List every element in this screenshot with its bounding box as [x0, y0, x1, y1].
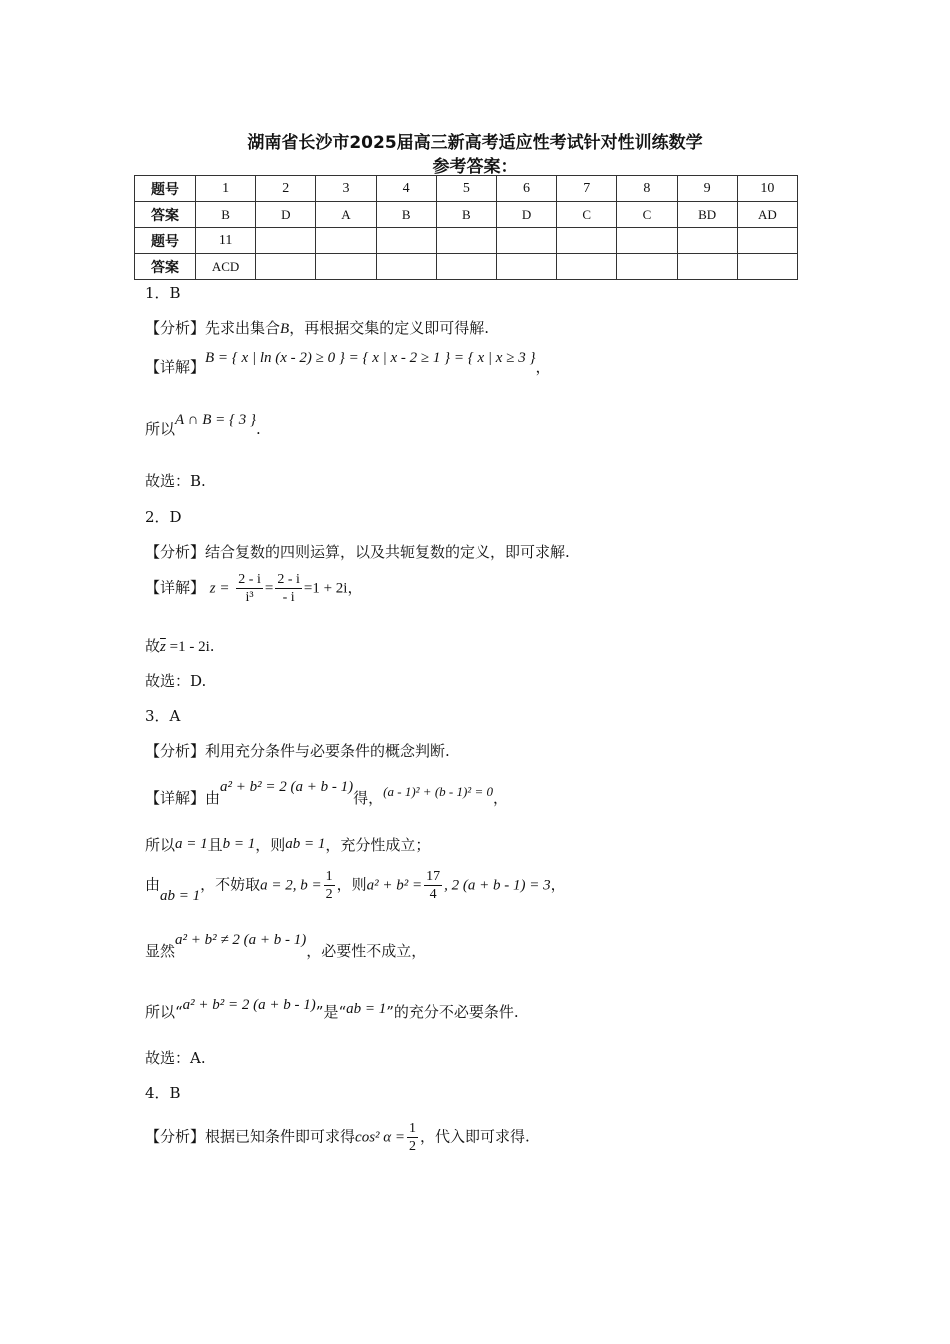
table-cell: A	[316, 202, 376, 228]
text: ”的充分不必要条件.	[386, 1003, 519, 1021]
text: 所以	[145, 836, 176, 854]
fraction-denominator: 2	[325, 887, 333, 902]
table-cell: 9	[677, 176, 737, 202]
q3-detail	[145, 779, 508, 808]
table-cell	[256, 228, 316, 254]
analysis-text: 利用充分条件与必要条件的概念判断.	[205, 742, 450, 760]
q2-heading: 2．D	[145, 508, 182, 526]
table-cell	[316, 254, 376, 280]
text: ，充分性成立；	[325, 836, 431, 854]
analysis-text: ，代入即可求得.	[420, 1127, 530, 1146]
document-subtitle: 参考答案：	[432, 157, 518, 177]
table-cell	[557, 228, 617, 254]
table-cell	[256, 254, 316, 280]
table-header-cell: 题号	[135, 228, 196, 254]
punct: ，	[535, 358, 551, 376]
math-expression: a² + b² ≠ 2 (a + b - 1)	[175, 932, 307, 948]
math-expression: a = 1	[175, 836, 208, 852]
math-expression: a² + b² = 2 (a + b - 1)	[220, 779, 354, 795]
fraction	[275, 571, 302, 606]
table-cell: AD	[737, 202, 797, 228]
analysis-tag: 【分析】	[145, 742, 206, 760]
math-expression: =1 - 2i	[165, 639, 210, 655]
math-expression: B = { x | ln (x - 2) ≥ 0 } = { x | x - 2 ≥ 1 } = { x | x ≥ 3 }	[205, 350, 536, 366]
table-cell: 10	[737, 176, 797, 202]
math-expression: ab = 1	[346, 1001, 387, 1017]
q2-conclusion	[145, 635, 215, 656]
table-cell	[677, 228, 737, 254]
table-cell: C	[557, 202, 617, 228]
table-cell: BD	[677, 202, 737, 228]
text: 所以“	[145, 1003, 183, 1021]
text: 由	[205, 789, 221, 807]
analysis-text: 先求出集合	[205, 319, 281, 337]
analysis-tag: 【分析】	[145, 1127, 206, 1146]
q4-analysis	[145, 1120, 530, 1155]
text: 且	[207, 836, 223, 854]
analysis-text: ，再根据交集的定义即可得解.	[289, 319, 489, 337]
q3-heading: 3．A	[145, 707, 181, 725]
q3-counterexample	[145, 868, 566, 903]
detail-tag: 【详解】	[145, 578, 206, 597]
table-header-cell: 答案	[135, 202, 196, 228]
answer-table	[134, 175, 798, 280]
table-cell: B	[196, 202, 256, 228]
analysis-tag: 【分析】	[145, 543, 206, 561]
math-expression: A ∩ B = { 3 }	[175, 412, 257, 428]
analysis-tag: 【分析】	[145, 319, 206, 337]
math-expression: a² + b² = 2 (a + b - 1)	[182, 997, 316, 1013]
fraction-denominator: 2	[409, 1139, 417, 1154]
math-expression: =1 + 2i	[303, 580, 348, 597]
punct: ，	[347, 578, 363, 597]
text: 由	[145, 875, 161, 894]
fraction-numerator: 2 - i	[238, 572, 261, 587]
q1-heading: 1．B	[145, 284, 181, 302]
q1-choice: 故选：B.	[145, 472, 206, 490]
q3-choice: 故选：A.	[145, 1049, 206, 1067]
math-expression: a = 2, b =	[260, 877, 322, 894]
math-expression: z =	[209, 580, 230, 597]
table-cell	[376, 228, 436, 254]
table-header-cell: 答案	[135, 254, 196, 280]
text: ”是“	[315, 1003, 347, 1021]
analysis-text: 结合复数的四则运算，以及共轭复数的定义，即可求解.	[205, 543, 570, 561]
detail-tag: 【详解】	[145, 358, 206, 376]
q2-analysis	[145, 541, 570, 562]
q1-detail	[145, 350, 551, 377]
text: ，不妨取	[200, 875, 261, 894]
table-row	[135, 228, 798, 254]
math-var: B	[280, 321, 290, 337]
document-title: 湖南省长沙市2025届高三新高考适应性考试针对性训练数学	[247, 133, 703, 153]
table-cell	[376, 254, 436, 280]
fraction-numerator: 17	[426, 869, 441, 884]
analysis-text: 根据已知条件即可求得	[205, 1127, 356, 1146]
fraction	[236, 571, 263, 606]
table-cell	[496, 254, 556, 280]
table-cell: B	[376, 202, 436, 228]
table-cell: D	[256, 202, 316, 228]
table-cell: ACD	[196, 254, 256, 280]
fraction-denominator: i³	[245, 590, 254, 605]
table-cell: 4	[376, 176, 436, 202]
table-cell	[617, 254, 677, 280]
q3-analysis	[145, 740, 450, 761]
fraction	[324, 868, 335, 903]
math-var: $\overline{z}$	[160, 639, 166, 655]
math-expression: cos² α =	[355, 1129, 406, 1146]
q1-analysis	[145, 317, 489, 338]
table-cell: B	[436, 202, 496, 228]
q1-conclusion	[145, 412, 261, 439]
fraction-numerator: 1	[409, 1121, 417, 1136]
table-cell: 7	[557, 176, 617, 202]
table-cell: 3	[316, 176, 376, 202]
punct: ，	[492, 789, 508, 807]
math-expression: , 2 (a + b - 1) = 3	[444, 877, 551, 894]
fraction-denominator: - i	[282, 590, 295, 605]
math-expression: ab = 1	[160, 887, 201, 904]
punct: .	[256, 420, 261, 438]
fraction	[424, 868, 442, 903]
q2-detail	[145, 571, 363, 606]
math-expression: ab = 1	[285, 836, 326, 852]
table-cell: C	[617, 202, 677, 228]
math-expression: a² + b² =	[366, 877, 423, 894]
q3-necessity	[145, 932, 427, 961]
table-cell	[617, 228, 677, 254]
math-expression: =	[264, 580, 274, 597]
table-row	[135, 254, 798, 280]
table-cell	[496, 228, 556, 254]
table-cell: 1	[196, 176, 256, 202]
table-cell	[316, 228, 376, 254]
text: ，则	[336, 875, 367, 894]
q2-choice: 故选：D.	[145, 672, 207, 690]
table-cell	[737, 228, 797, 254]
detail-tag: 【详解】	[145, 789, 206, 807]
text: ，则	[255, 836, 286, 854]
text: 得，	[353, 789, 384, 807]
punct: .	[209, 637, 215, 655]
q4-heading: 4．B	[145, 1084, 181, 1102]
table-cell	[737, 254, 797, 280]
table-cell: 5	[436, 176, 496, 202]
table-row	[135, 176, 798, 202]
q3-sufficiency	[145, 834, 430, 855]
text: ，必要性不成立，	[306, 942, 427, 960]
table-cell: 6	[496, 176, 556, 202]
table-cell	[436, 228, 496, 254]
table-cell	[436, 254, 496, 280]
math-expression: b = 1	[222, 836, 256, 852]
fraction-numerator: 2 - i	[277, 572, 300, 587]
table-cell: D	[496, 202, 556, 228]
punct: ，	[550, 875, 566, 894]
table-cell	[677, 254, 737, 280]
table-cell: 11	[196, 228, 256, 254]
fraction-numerator: 1	[325, 869, 333, 884]
table-row	[135, 202, 798, 228]
text: 故	[145, 637, 161, 655]
fraction	[407, 1120, 418, 1155]
table-cell: 2	[256, 176, 316, 202]
text: 所以	[145, 420, 176, 438]
q3-conclusion	[145, 997, 519, 1022]
table-cell: 8	[617, 176, 677, 202]
text: 显然	[145, 942, 176, 960]
math-expression: (a - 1)² + (b - 1)² = 0	[383, 784, 493, 799]
table-cell	[557, 254, 617, 280]
table-header-cell: 题号	[135, 176, 196, 202]
fraction-denominator: 4	[429, 887, 437, 902]
